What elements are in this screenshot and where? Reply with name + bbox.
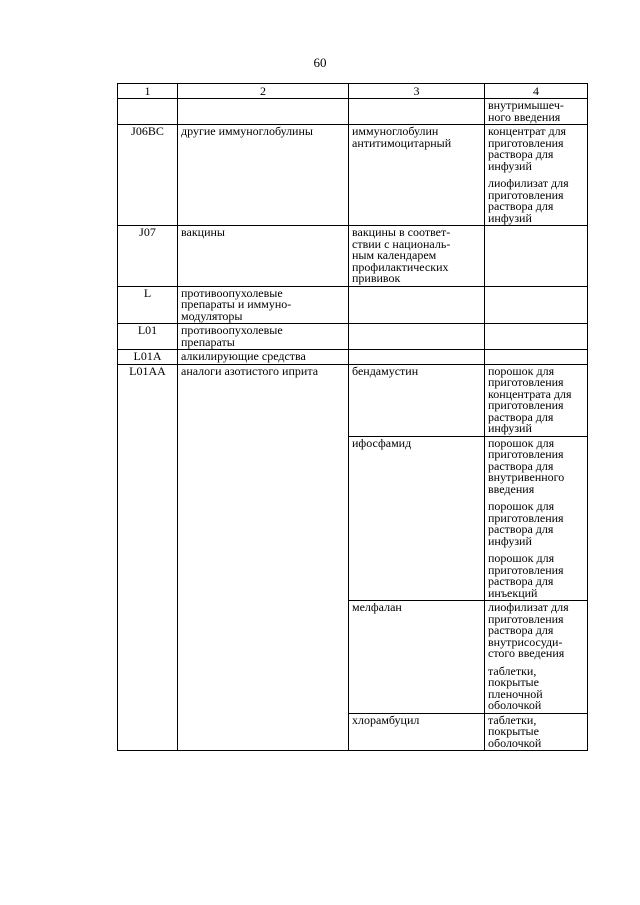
dosage-form: лиофилизат для приготовления раствора для инфузий — [488, 176, 569, 225]
drug-name: иммуноглобулин антитимоцитарный — [352, 124, 452, 150]
dosage-form-cell — [485, 436, 588, 601]
atc-code: J06BC — [131, 124, 164, 138]
dosage-form-cell — [485, 99, 588, 125]
drug-cell — [349, 226, 485, 287]
drug-cell — [349, 350, 485, 365]
atc-code-cell — [118, 125, 178, 226]
anatomical-therapeutic-group: другие иммуноглобулины — [181, 124, 313, 138]
drug-cell — [349, 601, 485, 714]
table-row — [118, 99, 588, 125]
dosage-form-cell — [485, 364, 588, 436]
column-header: 4 — [485, 84, 588, 99]
drug-cell — [349, 436, 485, 601]
drug-name: хлорамбуцил — [352, 712, 420, 727]
table-row — [118, 226, 588, 287]
drug-name: бендамустин — [352, 363, 419, 378]
table-row — [118, 364, 588, 436]
atc-code: L01AA — [129, 363, 166, 378]
drug-cell — [349, 286, 485, 324]
anatomical-therapeutic-group: аналоги азотистого иприта — [181, 363, 319, 378]
page-number: 60 — [313, 55, 327, 70]
atc-code-cell — [118, 350, 178, 365]
table-row — [118, 286, 588, 324]
group-cell — [178, 364, 349, 751]
drug-cell — [349, 125, 485, 226]
dosage-form-cell — [485, 286, 588, 324]
dosage-form: таблетки, покрытые пленочной оболочкой — [488, 663, 543, 712]
dosage-form: порошок для приготовления раствора для инъекций — [488, 551, 564, 600]
dosage-form: лиофилизат для приготовления раствора для внутрисосуди- стого введения — [488, 600, 569, 660]
group-cell — [178, 226, 349, 287]
column-header: 1 — [118, 84, 178, 99]
column-header: 2 — [178, 84, 349, 99]
dosage-form: концентрат для приготовления раствора для инфузий — [488, 124, 567, 173]
dosage-form: таблетки, покрытые оболочкой — [488, 712, 542, 750]
drug-name: мелфалан — [352, 600, 402, 614]
group-cell — [178, 324, 349, 350]
atc-code-cell — [118, 226, 178, 287]
anatomical-therapeutic-group: вакцины — [181, 225, 225, 239]
dosage-form: порошок для приготовления раствора для внутривенного введения — [488, 435, 565, 496]
atc-code: L01A — [133, 349, 162, 363]
column-header: 3 — [349, 84, 485, 99]
anatomical-therapeutic-group: противоопухолевые препараты — [181, 323, 283, 349]
atc-code: L01 — [137, 323, 158, 337]
dosage-form: порошок для приготовления концентрата для приготовления раствора для инфузий — [488, 363, 572, 435]
dosage-form-cell — [485, 226, 588, 287]
anatomical-therapeutic-group: противоопухолевые препараты и иммуно- модуляторы — [181, 285, 292, 323]
atc-code: L — [143, 285, 152, 300]
dosage-form-cell — [485, 125, 588, 226]
table-row — [118, 125, 588, 226]
drug-name: ифосфамид — [352, 435, 412, 450]
dosage-form-cell — [485, 350, 588, 365]
atc-code-cell — [118, 286, 178, 324]
dosage-form-cell — [485, 324, 588, 350]
table-header-row — [118, 84, 588, 99]
atc-code: J07 — [139, 225, 156, 239]
drug-cell — [349, 713, 485, 751]
dosage-form-cell — [485, 713, 588, 751]
atc-code-cell — [118, 364, 178, 751]
group-cell — [178, 99, 349, 125]
table-row — [118, 350, 588, 365]
dosage-form: порошок для приготовления раствора для инфузий — [488, 499, 564, 548]
table-row — [118, 324, 588, 350]
drug-cell — [349, 364, 485, 436]
drug-table — [117, 83, 588, 751]
group-cell — [178, 350, 349, 365]
drug-cell — [349, 99, 485, 125]
dosage-form-cell — [485, 601, 588, 714]
atc-code-cell — [118, 99, 178, 125]
atc-code-cell — [118, 324, 178, 350]
dosage-form: внутримышеч- ного введения — [488, 98, 564, 124]
anatomical-therapeutic-group: алкилирующие средства — [181, 349, 306, 363]
group-cell — [178, 286, 349, 324]
drug-name: вакцины в соответ- ствии с националь- ным календарем профилактических прививок — [352, 225, 451, 285]
drug-cell — [349, 324, 485, 350]
group-cell — [178, 125, 349, 226]
